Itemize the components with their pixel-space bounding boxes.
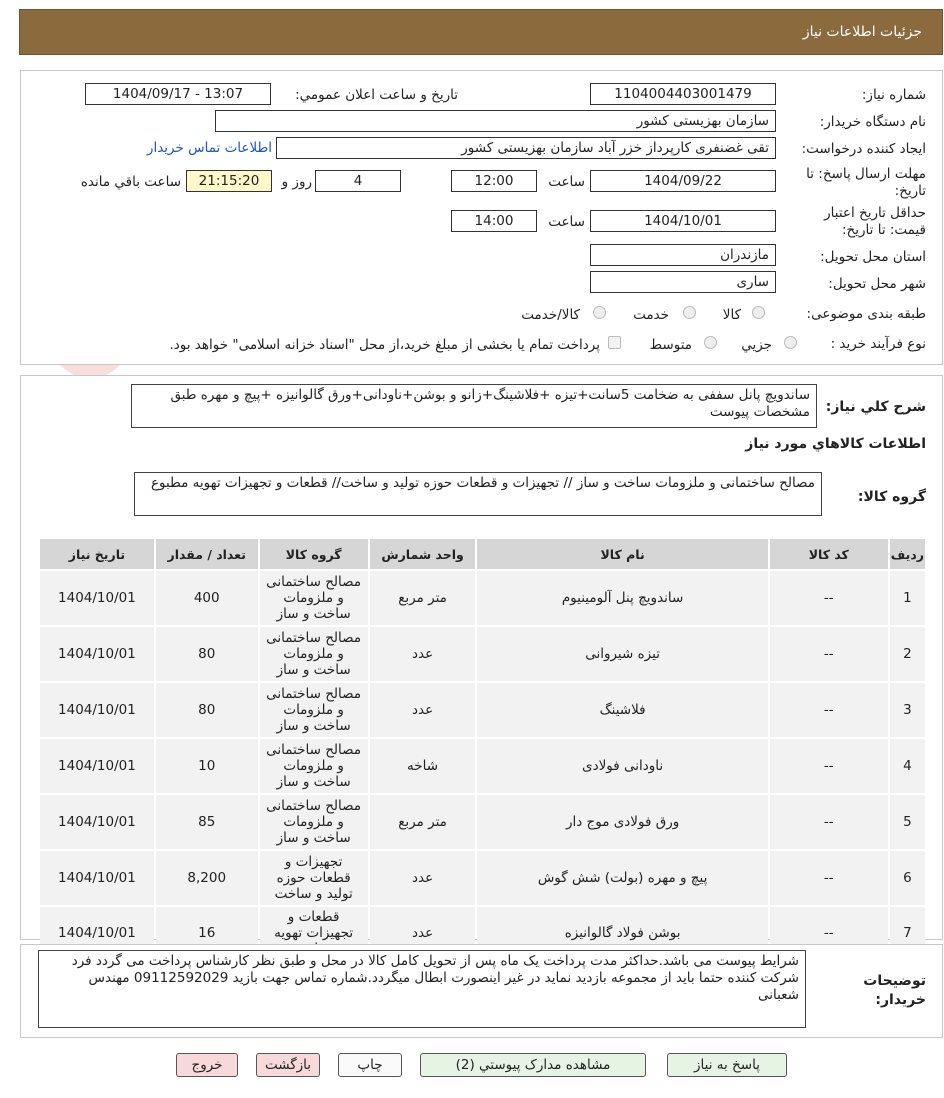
cell-qty: 80 bbox=[156, 683, 258, 737]
validity-label: حداقل تاریخ اعتبار قیمت: تا تاریخ: bbox=[824, 205, 926, 238]
category-label: طبقه بندی موضوعی: bbox=[806, 306, 926, 322]
cell-code: -- bbox=[770, 851, 888, 905]
cell-code: -- bbox=[770, 795, 888, 849]
summary-label: شرح کلي نياز: bbox=[825, 399, 926, 415]
cell-date: 1404/10/01 bbox=[40, 851, 154, 905]
cell-index: 2 bbox=[890, 627, 925, 681]
remaining-label: ساعت باقي مانده bbox=[80, 174, 181, 190]
print-button[interactable]: چاپ bbox=[338, 1053, 402, 1077]
process-minor-radio[interactable] bbox=[784, 336, 797, 349]
notes-label: توضیحات خریدار: bbox=[863, 973, 926, 1008]
city-label: شهر محل تحویل: bbox=[828, 276, 926, 292]
deadline-label: مهلت ارسال پاسخ: تا تاریخ: bbox=[806, 166, 926, 199]
cell-code: -- bbox=[770, 907, 888, 959]
province-label: استان محل تحویل: bbox=[820, 249, 926, 265]
cell-unit: متر مربع bbox=[370, 795, 476, 849]
cell-unit: عدد bbox=[370, 627, 476, 681]
cell-index: 6 bbox=[890, 851, 925, 905]
cell-group: مصالح ساختمانی و ملزومات ساخت و ساز bbox=[260, 795, 368, 849]
cell-group: مصالح ساختمانی و ملزومات ساخت و ساز bbox=[260, 683, 368, 737]
cell-date: 1404/10/01 bbox=[40, 683, 154, 737]
col-header-unit: واحد شمارش bbox=[370, 539, 476, 569]
page-title: جزئیات اطلاعات نیاز bbox=[802, 24, 922, 40]
need-number-field: 1104004403001479 bbox=[590, 83, 776, 105]
cell-name: تیزه شیروانی bbox=[477, 627, 767, 681]
treasury-payment-note: پرداخت تمام یا بخشی از مبلغ خرید،از محل "اسناد خزانه اسلامی" خواهد بود. bbox=[169, 337, 600, 353]
col-header-index: رديف bbox=[890, 539, 925, 569]
col-header-date: تاریخ نیاز bbox=[40, 539, 154, 569]
cell-group: مصالح ساختمانی و ملزومات ساخت و ساز bbox=[260, 571, 368, 625]
category-both-radio[interactable] bbox=[593, 306, 606, 319]
exit-button[interactable]: خروج bbox=[176, 1053, 238, 1077]
page-header bbox=[19, 9, 943, 55]
attachments-button[interactable]: مشاهده مدارک پیوستي (2) bbox=[420, 1053, 646, 1077]
category-service-label: خدمت bbox=[633, 307, 669, 323]
cell-date: 1404/10/01 bbox=[40, 739, 154, 793]
process-medium-radio[interactable] bbox=[704, 336, 717, 349]
col-header-name: نام کالا bbox=[477, 539, 767, 569]
cell-qty: 400 bbox=[156, 571, 258, 625]
cell-code: -- bbox=[770, 627, 888, 681]
cell-name: بوشن فولاد گالوانیزه bbox=[477, 907, 767, 959]
col-header-qty: تعداد / مقدار bbox=[156, 539, 258, 569]
summary-textarea[interactable]: ساندویچ پانل سففی به ضخامت 5سانت+تیزه +فلاشینگ+زانو و بوشن+ناودانی+ورق گالوانیزه +پیچ و مهره طبق مشخصات پیوست bbox=[131, 384, 817, 428]
cell-date: 1404/10/01 bbox=[40, 571, 154, 625]
cell-date: 1404/10/01 bbox=[40, 795, 154, 849]
process-medium-label: متوسط bbox=[649, 337, 692, 353]
cell-code: -- bbox=[770, 683, 888, 737]
reply-button[interactable]: پاسخ به نیاز bbox=[667, 1053, 787, 1077]
cell-name: ورق فولادی موج دار bbox=[477, 795, 767, 849]
cell-qty: 8,200 bbox=[156, 851, 258, 905]
remaining-time-field: 21:15:20 bbox=[186, 170, 272, 192]
validity-time-label: ساعت bbox=[548, 214, 585, 230]
table-row bbox=[40, 627, 925, 681]
cell-group: مصالح ساختمانی و ملزومات ساخت و ساز bbox=[260, 739, 368, 793]
table-row bbox=[40, 795, 925, 849]
requester-field: تقی غضنفری کارپرداز خزر آباد سازمان بهزیستی کشور bbox=[276, 137, 776, 159]
province-field: مازندران bbox=[590, 244, 776, 266]
cell-index: 3 bbox=[890, 683, 925, 737]
cell-index: 4 bbox=[890, 739, 925, 793]
buyer-contact-link[interactable]: اطلاعات تماس خریدار bbox=[146, 140, 272, 156]
cell-qty: 85 bbox=[156, 795, 258, 849]
buyer-org-field: سازمان بهزیستی کشور bbox=[215, 110, 776, 132]
table-header-row bbox=[40, 539, 925, 569]
cell-name: پیچ و مهره (بولت) شش گوش bbox=[477, 851, 767, 905]
cell-code: -- bbox=[770, 571, 888, 625]
validity-date-field: 1404/10/01 bbox=[590, 210, 776, 232]
deadline-time-field: 12:00 bbox=[451, 170, 537, 192]
cell-name: ساندویچ پنل آلومینیوم bbox=[477, 571, 767, 625]
days-field: 4 bbox=[315, 170, 401, 192]
cell-group: مصالح ساختمانی و ملزومات ساخت و ساز bbox=[260, 627, 368, 681]
table-row bbox=[40, 739, 925, 793]
cell-unit: عدد bbox=[370, 683, 476, 737]
requester-label: ایجاد کننده درخواست: bbox=[801, 141, 926, 157]
back-button[interactable]: بازگشت bbox=[256, 1053, 320, 1077]
cell-qty: 16 bbox=[156, 907, 258, 959]
col-header-group: گروه کالا bbox=[260, 539, 368, 569]
cell-qty: 80 bbox=[156, 627, 258, 681]
cell-unit: شاخه bbox=[370, 739, 476, 793]
cell-index: 1 bbox=[890, 571, 925, 625]
city-field: ساری bbox=[590, 271, 776, 293]
cell-date: 1404/10/01 bbox=[40, 627, 154, 681]
table-row bbox=[40, 851, 925, 905]
goods-group-label: گروه کالا: bbox=[857, 489, 926, 505]
cell-qty: 10 bbox=[156, 739, 258, 793]
days-label: روز و bbox=[281, 174, 312, 190]
treasury-payment-checkbox[interactable] bbox=[608, 336, 621, 349]
cell-index: 7 bbox=[890, 907, 925, 959]
cell-name: فلاشینگ bbox=[477, 683, 767, 737]
cell-group: تجهیزات و قطعات حوزه تولید و ساخت bbox=[260, 851, 368, 905]
category-goods-label: کالا bbox=[722, 307, 741, 323]
cell-unit: متر مربع bbox=[370, 571, 476, 625]
announce-label: تاریخ و ساعت اعلان عمومي: bbox=[295, 87, 458, 103]
deadline-date-field: 1404/09/22 bbox=[590, 170, 776, 192]
notes-textarea[interactable]: شرایط پیوست می باشد.حداکثر مدت پرداخت یک ماه پس از تحویل کامل کالا در محل و طبق نظر کارشناس پرداخت می گردد فرد شرکت کننده حتما باید از مجموعه بازدید نماید در غیر اینصورت ابطال میگردد.شماره تماس جهت بازید 09112592029 مهندس شعبانی bbox=[38, 950, 806, 1028]
cell-group: قطعات و تجهیزات تهویه bbox=[260, 907, 368, 959]
cell-index: 5 bbox=[890, 795, 925, 849]
validity-time-field: 14:00 bbox=[451, 210, 537, 232]
cell-name: ناودانی فولادی bbox=[477, 739, 767, 793]
category-goods-radio[interactable] bbox=[752, 306, 765, 319]
goods-group-textarea[interactable]: مصالح ساختمانی و ملزومات ساخت و ساز // تجهیزات و قطعات حوزه تولید و ساخت// قطعات و تجهیزات تهویه مطبوع bbox=[134, 472, 822, 516]
col-header-code: کد کالا bbox=[770, 539, 888, 569]
announce-field: 1404/09/17 - 13:07 bbox=[85, 83, 271, 105]
items-table-wrapper bbox=[38, 537, 927, 961]
goods-info-title: اطلاعات کالاهاي مورد نياز bbox=[745, 436, 926, 452]
cell-unit: عدد bbox=[370, 907, 476, 959]
table-row bbox=[40, 571, 925, 625]
cell-date: 1404/10/01 bbox=[40, 907, 154, 959]
need-number-label: شماره نیاز: bbox=[861, 87, 926, 103]
table-row bbox=[40, 683, 925, 737]
cell-unit: عدد bbox=[370, 851, 476, 905]
items-table bbox=[38, 537, 927, 961]
process-label: نوع فرآیند خرید : bbox=[830, 336, 926, 352]
cell-code: -- bbox=[770, 739, 888, 793]
deadline-time-label: ساعت bbox=[548, 174, 585, 190]
category-service-radio[interactable] bbox=[683, 306, 696, 319]
category-both-label: کالا/خدمت bbox=[521, 307, 580, 323]
buyer-org-label: نام دستگاه خریدار: bbox=[819, 114, 926, 130]
process-minor-label: جزیي bbox=[741, 337, 772, 353]
